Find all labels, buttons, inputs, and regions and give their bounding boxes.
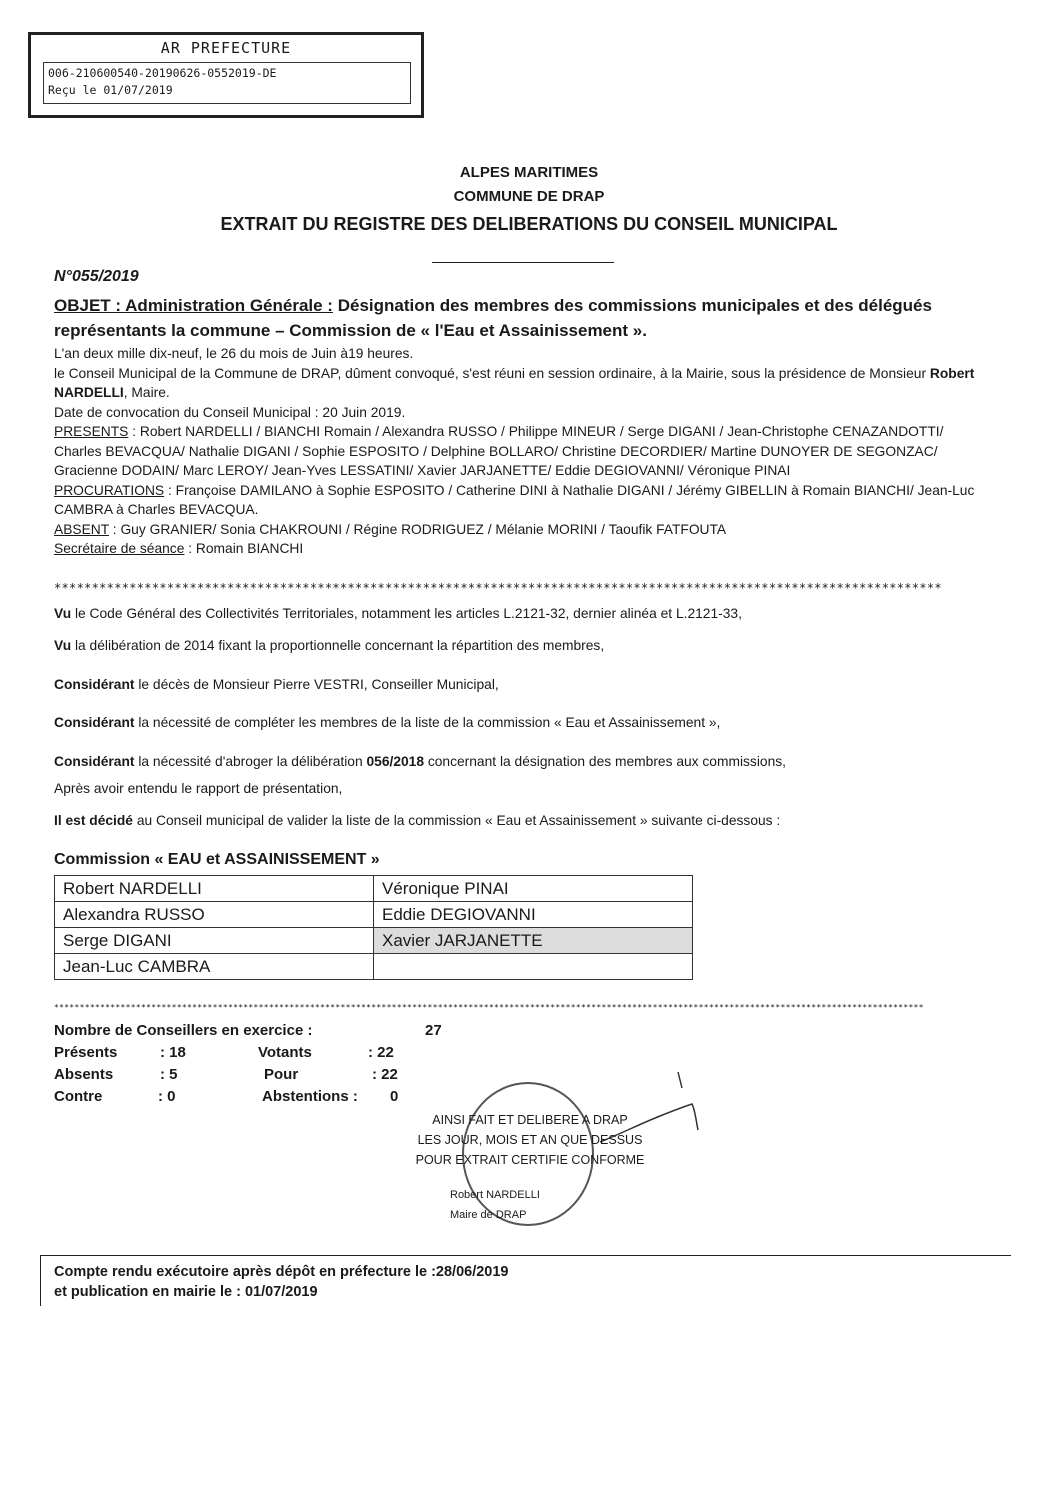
consideration-3: Considérant le décès de Monsieur Pierre VESTRI, Conseiller Municipal,	[54, 677, 499, 692]
member-cell: Xavier JARJANETTE	[374, 928, 693, 954]
absent-list: : Guy GRANIER/ Sonia CHAKROUNI / Régine RODRIGUEZ / Mélanie MORINI / Taoufik FATFOUTA	[108, 521, 727, 537]
absent-line	[54, 520, 994, 540]
presents-line	[54, 422, 994, 481]
intro-convocation-line: Date de convocation du Conseil Municipal : 20 Juin 2019.	[54, 404, 406, 420]
footer-note	[54, 1262, 509, 1302]
pour-count: : 22	[372, 1066, 398, 1083]
consideration-5: Considérant la nécessité d'abroger la délibération 056/2018 concernant la désignation des membres aux commissions,	[54, 754, 786, 769]
procurations-list: : Françoise DAMILANO à Sophie ESPOSITO / Catherine DINI à Nathalie DIGANI / Jérémy GIBELLIN à Romain BIANCHI/ Jean-Luc CAMBRA à Charles BEVACQUA.	[54, 482, 975, 517]
decision-line: Il est décidé au Conseil municipal de valider la liste de la commission « Eau et Assainissement » suivante ci-dessous :	[54, 813, 781, 828]
absents-count: : 5	[160, 1066, 178, 1083]
signature-certification: AINSI FAIT ET DELIBERE A DRAP LES JOUR, MOIS ET AN QUE DESSUS POUR EXTRAIT CERTIFIE CONFORME	[415, 1113, 645, 1167]
stamp-received-date: Reçu le 01/07/2019	[48, 83, 173, 97]
footer-prefecture-date: Compte rendu exécutoire après dépôt en préfecture le :28/06/2019	[54, 1264, 509, 1280]
member-cell: Jean-Luc CAMBRA	[55, 954, 374, 980]
secretaire-label: Secrétaire de séance	[54, 541, 185, 556]
table-row	[55, 954, 693, 980]
secretaire-name: : Romain BIANCHI	[184, 541, 304, 556]
member-cell	[374, 954, 693, 980]
commission-members-table	[54, 875, 693, 980]
intro-session-line: le Conseil Municipal de la Commune de DRAP, dûment convoqué, s'est réuni en session ordinaire, à la Mairie, sous la présidence de Monsieur Robert NARDELLI, Maire.	[54, 365, 975, 400]
footer-publication-date: et publication en mairie le : 01/07/2019	[54, 1284, 318, 1300]
absents-label: Absents	[54, 1066, 114, 1083]
votants-count: : 22	[368, 1044, 394, 1061]
deliberation-number: N°055/2019	[54, 268, 139, 285]
stamp-details	[43, 62, 411, 104]
intro-paragraph	[54, 344, 994, 559]
presents-label: PRESENTS	[54, 424, 129, 439]
contre-label: Contre	[54, 1088, 103, 1105]
member-cell: Alexandra RUSSO	[55, 902, 374, 928]
consideration-6: Après avoir entendu le rapport de présentation,	[54, 781, 343, 796]
presents-list: : Robert NARDELLI / BIANCHI Romain / Alexandra RUSSO / Philippe MINEUR / Serge DIGANI / Jean-Christophe CENAZANDOTTI/ Charles BEVACQUA/ Nathalie DIGANI / Sophie ESPOSITO / Delphine BOLLARO/ Christine DECORDIER/ Martine DUNOYER DE SEGONZAC/ Gracienne DODAIN/ Marc LEROY/ Jean-Yves LESSATINI/ Xavier JARJANETTE/ Eddie DEGIOVANNI/ Véronique PINAI	[54, 424, 944, 478]
member-cell: Véronique PINAI	[374, 876, 693, 902]
commission-title: Commission « EAU et ASSAINISSEMENT »	[54, 851, 380, 868]
table-row	[55, 902, 693, 928]
document-title: EXTRAIT DU REGISTRE DES DELIBERATIONS DU CONSEIL MUNICIPAL	[220, 214, 838, 234]
objet-text: Désignation des membres des commissions municipales et des délégués représentants la commune – Commission de « l'Eau et Assainissement ».	[54, 296, 932, 340]
objet-label: OBJET : Administration Générale :	[54, 296, 333, 315]
mayor-name: Robert NARDELLI	[54, 365, 975, 400]
objet-block	[54, 293, 994, 343]
member-cell: Eddie DEGIOVANNI	[374, 902, 693, 928]
prefecture-stamp	[28, 32, 424, 118]
member-cell: Robert NARDELLI	[55, 876, 374, 902]
consideration-1: Vu le Code Général des Collectivités Territoriales, notamment les articles L.2121-32, dernier alinéa et L.2121-33,	[54, 606, 742, 621]
department-heading: ALPES MARITIMES	[459, 164, 599, 181]
separator-stars-fine: **************************************************************************************************************************************************************************	[54, 1003, 924, 1012]
signatory-name: Robert NARDELLI	[450, 1189, 540, 1201]
signatory-title: Maire de DRAP	[450, 1209, 527, 1221]
member-cell: Serge DIGANI	[55, 928, 374, 954]
abstentions-label: Abstentions :	[262, 1088, 358, 1105]
stamp-reference: 006-210600540-20190626-0552019-DE	[48, 66, 277, 80]
procurations-line	[54, 481, 994, 520]
abstentions-count: 0	[390, 1088, 399, 1105]
absent-label: ABSENT	[54, 521, 109, 537]
presents-count: : 18	[160, 1044, 186, 1061]
exercice-label: Nombre de Conseillers en exercice :	[54, 1022, 313, 1039]
signatory	[450, 1185, 540, 1225]
presents-count-label: Présents	[54, 1044, 118, 1061]
commune-heading: COMMUNE DE DRAP	[453, 188, 605, 205]
consideration-2: Vu la délibération de 2014 fixant la proportionnelle concernant la répartition des membres,	[54, 638, 605, 653]
table-row	[55, 876, 693, 902]
intro-date-line: L'an deux mille dix-neuf, le 26 du mois de Juin à19 heures.	[54, 346, 414, 361]
contre-count: : 0	[158, 1088, 176, 1105]
pour-label: Pour	[264, 1066, 299, 1083]
consideration-4: Considérant la nécessité de compléter les membres de la liste de la commission « Eau et Assainissement »,	[54, 715, 721, 730]
header-divider	[432, 262, 614, 263]
exercice-value: 27	[425, 1022, 442, 1039]
secretaire-line	[54, 539, 994, 559]
table-row	[55, 928, 693, 954]
procurations-label: PROCURATIONS	[54, 482, 165, 498]
separator-stars: **********************************************************************************************************************	[54, 581, 942, 595]
stamp-title: AR PREFECTURE	[160, 39, 292, 57]
votants-label: Votants	[258, 1044, 312, 1061]
